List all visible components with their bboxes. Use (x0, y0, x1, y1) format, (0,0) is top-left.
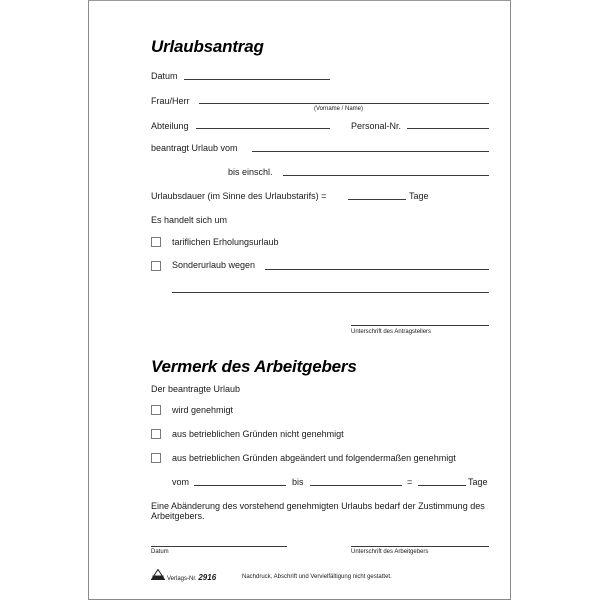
applicant-signature-label: Unterschrift des Antragstellers (351, 329, 432, 335)
genehmigt-label: wird genehmigt (172, 405, 234, 415)
urlaubsdauer-label: Urlaubsdauer (im Sinne des Urlaubstarifs) = (151, 191, 327, 201)
datum-field[interactable] (184, 79, 330, 80)
nicht-genehmigt-label: aus betrieblichen Gründen nicht genehmigt (172, 429, 344, 439)
abgeaendert-label: aus betrieblichen Gründen abgeändert und folgendermaßen genehmigt (172, 453, 456, 463)
name-hint: (Vorname / Name) (314, 106, 364, 112)
verlag-number: 2916 (198, 573, 217, 582)
name-field[interactable] (199, 103, 489, 104)
bis-einschl-field[interactable] (283, 175, 489, 176)
copyright-notice: Nachdruck, Abschrift und Vervielfältigung nicht gestattet. (242, 574, 392, 580)
sonderurlaub-reason-field[interactable] (265, 269, 489, 270)
urlaub-vom-field[interactable] (252, 151, 489, 152)
personal-nr-field[interactable] (407, 128, 489, 129)
publisher-logo-icon (151, 569, 165, 580)
range-vom-field[interactable] (194, 485, 286, 486)
sonderurlaub-label: Sonderurlaub wegen (172, 260, 256, 270)
checkbox-sonderurlaub[interactable] (151, 261, 161, 271)
employer-signature-field[interactable] (351, 546, 489, 547)
amendment-note: Eine Abänderung des vorstehend genehmigten Urlaubs bedarf der Zustimmung des Arbeitgebers. (151, 501, 485, 521)
checkbox-erholungsurlaub[interactable] (151, 237, 161, 247)
personal-nr-label: Personal-Nr. (351, 121, 402, 131)
employer-signature-label: Unterschrift des Arbeitgebers (351, 549, 429, 555)
range-tage-field[interactable] (418, 485, 466, 486)
tage-label: Tage (409, 191, 429, 201)
type-question: Es handelt sich um (151, 215, 228, 225)
urlaubsdauer-field[interactable] (348, 199, 406, 200)
checkbox-abgeaendert[interactable] (151, 453, 161, 463)
sonderurlaub-reason-line-2[interactable] (172, 292, 489, 293)
erholungsurlaub-label: tariflichen Erholungsurlaub (172, 237, 279, 247)
employer-intro: Der beantragte Urlaub (151, 384, 241, 394)
verlag-label: Verlags-Nr. (167, 576, 197, 582)
range-equals: = (407, 477, 413, 487)
applicant-signature-field[interactable] (351, 325, 489, 326)
abteilung-field[interactable] (196, 128, 330, 129)
abteilung-label: Abteilung (151, 121, 189, 131)
datum-label: Datum (151, 71, 178, 81)
range-bis-label: bis (292, 477, 304, 487)
employer-date-field[interactable] (151, 546, 287, 547)
employer-date-label: Datum (151, 549, 169, 555)
range-bis-field[interactable] (310, 485, 402, 486)
range-vom-label: vom (172, 477, 190, 487)
form-title: Urlaubsantrag (151, 37, 264, 56)
urlaub-vom-label: beantragt Urlaub vom (151, 143, 238, 153)
checkbox-nicht-genehmigt[interactable] (151, 429, 161, 439)
range-tage-label: Tage (468, 477, 488, 487)
frau-herr-label: Frau/Herr (151, 96, 190, 106)
checkbox-genehmigt[interactable] (151, 405, 161, 415)
verlag-info (167, 573, 216, 582)
bis-einschl-label: bis einschl. (228, 167, 273, 177)
employer-section-title: Vermerk des Arbeitgebers (151, 357, 357, 376)
